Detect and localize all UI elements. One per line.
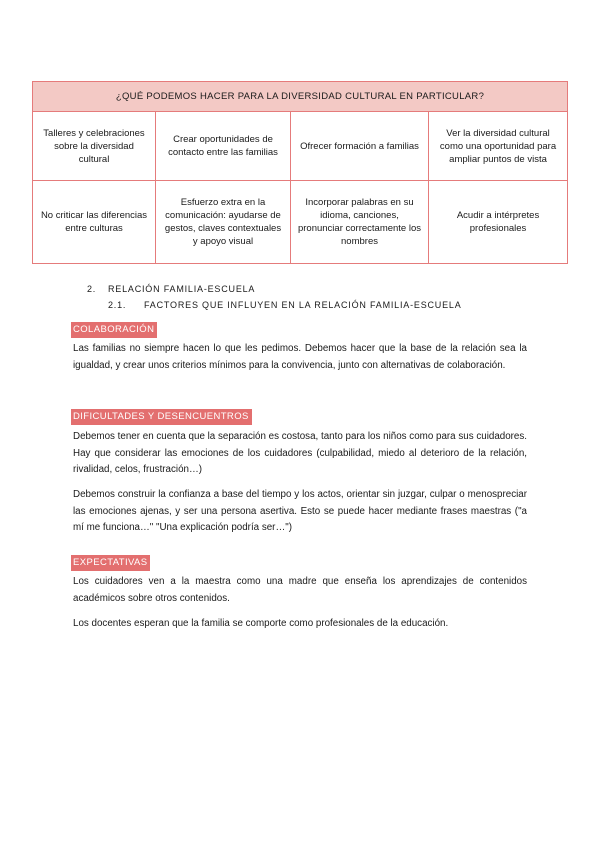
expectativas-tag: EXPECTATIVAS	[71, 555, 150, 571]
colaboracion-paragraph: Las familias no siempre hacen lo que les pedimos. Debemos hacer que la base de la relación sea la igualdad, y crear unos criterios mínimos para la convivencia, junto con alternativas de colaboración.	[73, 343, 527, 371]
expectativas-paragraph-1: Los cuidadores ven a la maestra como una madre que enseña los aprendizajes de contenidos académicos sobre otros contenidos.	[73, 576, 527, 604]
table-cell: Crear oportunidades de contacto entre las familias	[156, 112, 291, 181]
subsection-title: FACTORES QUE INFLUYEN EN LA RELACIÓN FAMILIA-ESCUELA	[144, 300, 462, 310]
table-cell: Talleres y celebraciones sobre la diversidad cultural	[33, 112, 156, 181]
table-row	[33, 112, 568, 181]
table-cell: Ver la diversidad cultural como una oportunidad para ampliar puntos de vista	[429, 112, 568, 181]
diversity-table	[32, 81, 568, 264]
section-title: RELACIÓN FAMILIA-ESCUELA	[108, 284, 256, 294]
colaboracion-tag: COLABORACIÓN	[71, 322, 157, 338]
dificultades-paragraph-1: Debemos tener en cuenta que la separación es costosa, tanto para los niños como para sus cuidadores. Hay que considerar las emociones de los cuidadores (culpabilidad, miedo al deterioro de la relación, rivalidad, celos, frustración…)	[73, 431, 527, 476]
subsection-number: 2.1.	[108, 300, 127, 310]
table-cell: Esfuerzo extra en la comunicación: ayudarse de gestos, claves contextuales y apoyo visual	[156, 181, 291, 264]
table-row	[33, 181, 568, 264]
table-cell: Incorporar palabras en su idioma, canciones, pronunciar correctamente los nombres	[291, 181, 429, 264]
table-cell: Acudir a intérpretes profesionales	[429, 181, 568, 264]
table-cell: No criticar las diferencias entre culturas	[33, 181, 156, 264]
table-header-row	[33, 82, 568, 112]
table-header: ¿QUÉ PODEMOS HACER PARA LA DIVERSIDAD CULTURAL EN PARTICULAR?	[33, 82, 568, 112]
section-heading	[87, 284, 255, 294]
section-number: 2.	[87, 284, 97, 294]
subsection-heading	[108, 300, 462, 310]
expectativas-paragraph-2: Los docentes esperan que la familia se comporte como profesionales de la educación.	[73, 618, 449, 629]
table-cell: Ofrecer formación a familias	[291, 112, 429, 181]
dificultades-paragraph-2: Debemos construir la confianza a base del tiempo y los actos, orientar sin juzgar, culpar o menospreciar las emociones ajenas, y ser una persona asertiva. Esto se puede hacer mediante frases maestras ("a mí me funciona…" "Una explicación podría ser…")	[73, 489, 527, 534]
dificultades-tag: DIFICULTADES Y DESENCUENTROS	[71, 409, 252, 425]
